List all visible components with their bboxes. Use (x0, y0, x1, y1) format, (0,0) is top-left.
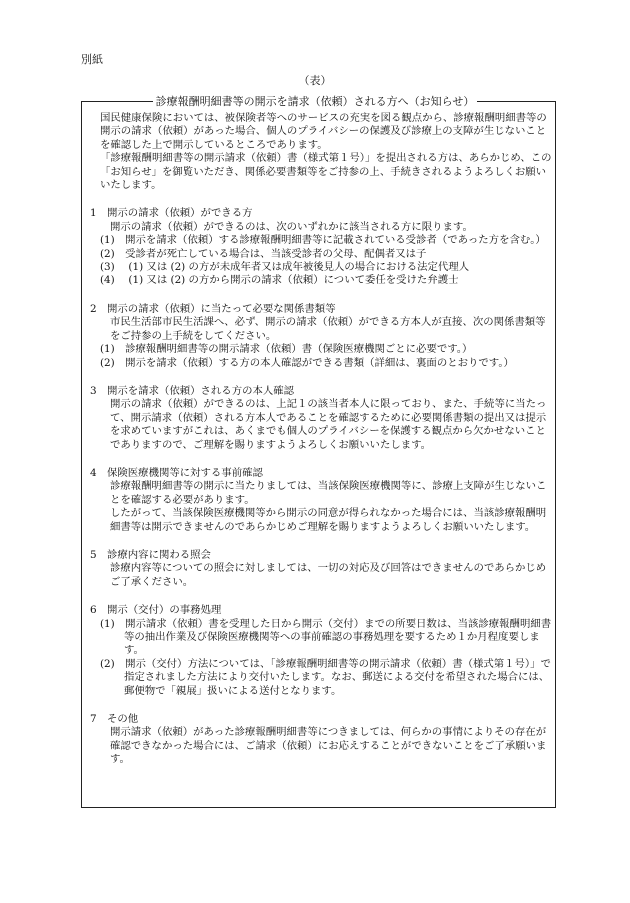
section-6-title: 6 開示（交付）の事務処理 (90, 604, 222, 617)
section-7-title: 7 その他 (90, 713, 139, 726)
section-4-body-1: 診療報酬明細書等の開示に当たりましては、当該保険医療機関等に、診療上支障が生じないことを確認する必要があります。 (110, 480, 547, 506)
section-1 (90, 207, 552, 287)
section-3 (90, 385, 552, 452)
section-2-item-1: (1) 診療報酬明細書等の開示請求（依頼）書（保険医療機関ごとに必要です。） (100, 343, 473, 356)
section-6 (90, 604, 552, 698)
attachment-label: 別紙 (81, 53, 103, 66)
section-1-item-3: (3) (1) 又は (2) の方が未成年者又は成年被後見人の場合における法定代理人 (100, 261, 470, 274)
section-2 (90, 303, 552, 370)
section-2-title: 2 開示の請求（依頼）に当たって必要な関係書類等 (90, 302, 336, 315)
section-5-title: 5 診療内容に関わる照会 (90, 548, 211, 561)
section-1-item-2: (2) 受診者が死亡している場合は、当該受診者の父母、配偶者又は子 (100, 247, 427, 260)
section-2-item-2: (2) 開示を請求（依頼）する方の本人確認ができる書類（詳細は、裏面のとおりです。） (100, 356, 514, 369)
section-7 (90, 713, 552, 767)
section-2-body: 市民生活部市民生活課へ、必ず、開示の請求（依頼）ができる方本人が直接、次の関係書類等をご持参の上手続をしてください。 (110, 316, 546, 342)
notice-title-text: 診療報酬明細書等の開示を請求（依頼）される方へ（お知らせ） (153, 95, 478, 108)
intro-paragraph-1: 国民健康保険においては、被保険者等へのサービスの充実を図る観点から、診療報酬明細書等の開示の請求（依頼）があった場合、個人のプライバシーの保護及び診療上の支障が生じないことを確認した上で開示しているところであります。 (100, 112, 547, 151)
front-side-label: （表） (298, 74, 332, 87)
section-1-title: 1 開示の請求（依頼）ができる方 (90, 207, 253, 220)
section-3-body: 開示の請求（依頼）ができるのは、上記１の該当者本人に限っており、また、手続等に当たって、開示請求（依頼）される方本人であることを確認するために必要関係書類の提出又は提示を求めていますがこれは、あくまでも個人のプライバシーを保護する観点から欠かせないことでありますので、ご理解を賜りますようよろしくお願いいたします。 (110, 398, 547, 451)
section-1-item-4: (4) (1) 又は (2) の方から開示の請求（依頼）について委任を受けた弁護士 (100, 274, 459, 287)
section-4-title: 4 保険医療機関等に対する事前確認 (90, 466, 263, 479)
section-1-body: 開示の請求（依頼）ができるのは、次のいずれかに該当される方に限ります。 (110, 220, 473, 233)
notice-title (0, 93, 630, 109)
section-1-item-1: (1) 開示を請求（依頼）する診療報酬明細書等に記載されている受診者（であった方を含む。） (100, 234, 546, 247)
intro-paragraph-2: 「診療報酬明細書等の開示請求（依頼）書（様式第１号）」を提出される方は、あらかじめ、この「お知らせ」を御覧いただき、関係必要書類等をご持参の上、手続きされるようよろしくお願いいたします。 (100, 152, 552, 192)
section-3-title: 3 開示を請求（依頼）される方の本人確認 (90, 384, 295, 397)
section-4-body-2: したがって、当該保険医療機関等から開示の同意が得られなかった場合には、当該診療報酬明細書等は開示できませんのであらかじめご理解を賜りますようよろしくお願いいたします。 (110, 507, 547, 533)
section-5 (90, 549, 552, 589)
section-6-item-1: (1) 開示請求（依頼）書を受理した日から開示（交付）までの所要日数は、当該診療報酬明細書等の抽出作業及び保険医療機関等への事前確認の事務処理を要するため１か月程度要します。 (100, 617, 552, 657)
section-6-item-2: (2) 開示（交付）方法については、「診療報酬明細書等の開示請求（依頼）書（様式第１号）」で指定されました方法により交付いたします。なお、郵送による交付を希望された場合には、郵便物で「親展」扱いによる送付となります。 (100, 657, 551, 697)
section-4 (90, 467, 552, 534)
notice-content (90, 112, 552, 767)
section-7-body: 開示請求（依頼）があった診療報酬明細書等につきましては、何らかの事情によりその存在が確認できなかった場合には、ご請求（依頼）にお応えすることができないことをご了承願います。 (110, 726, 547, 766)
section-5-body: 診療内容等についての照会に対しましては、一切の対応及び回答はできませんのであらかじめご了承ください。 (110, 562, 547, 588)
